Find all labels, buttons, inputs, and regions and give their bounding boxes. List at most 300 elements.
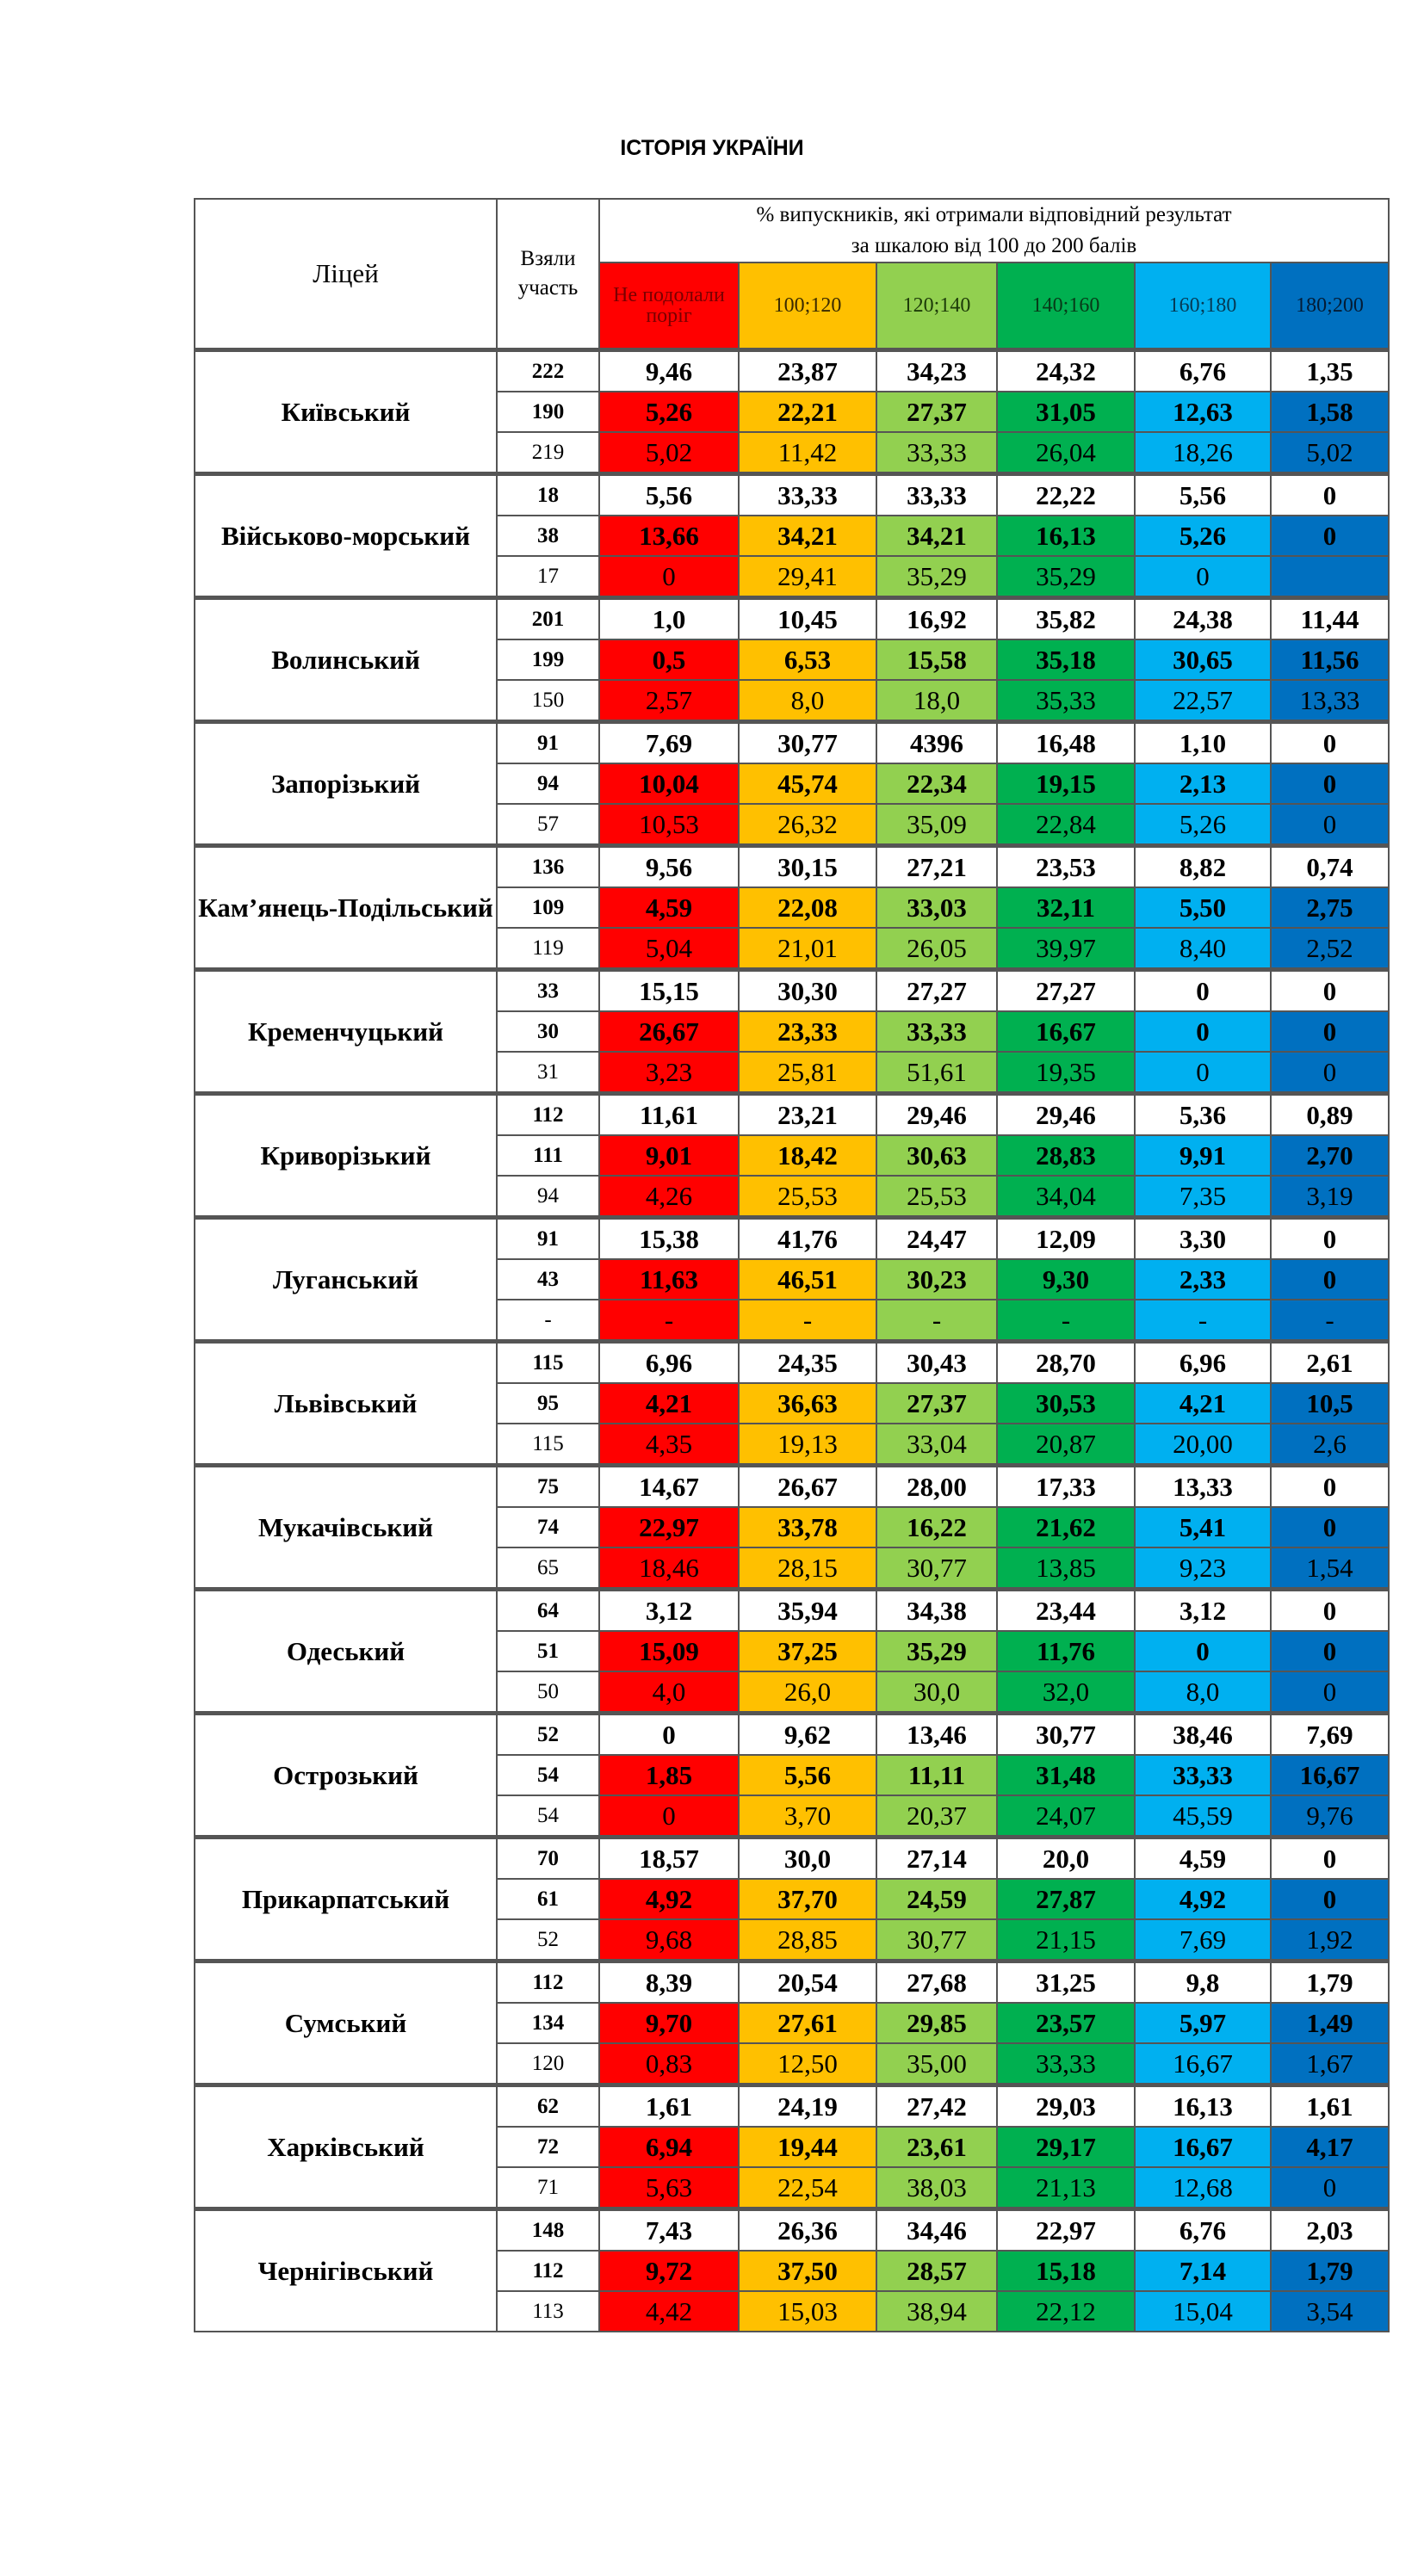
participated-count: 50: [497, 1671, 599, 1714]
percent-cell: 30,53: [997, 1383, 1135, 1424]
participated-count: 95: [497, 1383, 599, 1424]
table-row: [195, 1961, 1389, 2004]
percent-cell: 33,78: [739, 1507, 876, 1547]
percent-cell: 1,67: [1271, 2043, 1389, 2085]
percent-cell: 35,29: [997, 556, 1135, 598]
lyceum-name: Кременчуцький: [195, 970, 497, 1094]
percent-cell: 34,23: [876, 350, 997, 392]
percent-cell: 23,87: [739, 350, 876, 392]
percent-cell: 9,46: [599, 350, 739, 392]
percent-cell: 4,92: [599, 1879, 739, 1919]
percent-cell: 9,01: [599, 1135, 739, 1176]
percent-cell: 3,23: [599, 1052, 739, 1094]
percent-cell: 7,69: [1135, 1919, 1271, 1961]
percent-cell: 29,85: [876, 2003, 997, 2043]
percent-cell: 23,33: [739, 1011, 876, 1052]
percent-cell: 11,63: [599, 1259, 739, 1300]
percent-cell: 9,91: [1135, 1135, 1271, 1176]
percent-cell: 33,33: [997, 2043, 1135, 2085]
percent-cell: 34,46: [876, 2209, 997, 2252]
percent-cell: 0: [1135, 1052, 1271, 1094]
percent-cell: -: [1135, 1300, 1271, 1342]
percent-cell: 2,61: [1271, 1342, 1389, 1384]
participated-count: 30: [497, 1011, 599, 1052]
percent-cell: 0: [1271, 474, 1389, 516]
percent-cell: 5,26: [599, 392, 739, 432]
header-band-160-180: 160;180: [1135, 263, 1271, 350]
percent-cell: 30,30: [739, 970, 876, 1012]
percent-cell: 24,07: [997, 1795, 1135, 1838]
percent-cell: 16,67: [1271, 1755, 1389, 1795]
percent-cell: 27,87: [997, 1879, 1135, 1919]
percent-cell: 27,42: [876, 2085, 997, 2128]
percent-cell: 3,19: [1271, 1176, 1389, 1218]
participated-count: 75: [497, 1466, 599, 1508]
participated-count: 222: [497, 350, 599, 392]
percent-cell: 0: [1271, 1011, 1389, 1052]
percent-cell: 1,61: [599, 2085, 739, 2128]
percent-cell: 6,76: [1135, 350, 1271, 392]
percent-cell: 28,00: [876, 1466, 997, 1508]
participated-count: 94: [497, 1176, 599, 1218]
percent-cell: 1,85: [599, 1755, 739, 1795]
percent-cell: 29,17: [997, 2127, 1135, 2167]
table-row: [195, 722, 1389, 764]
participated-count: 52: [497, 1919, 599, 1961]
percent-cell: 30,63: [876, 1135, 997, 1176]
participated-count: 115: [497, 1424, 599, 1466]
percent-cell: 24,38: [1135, 598, 1271, 640]
percent-cell: 22,22: [997, 474, 1135, 516]
lyceum-name: Харківський: [195, 2085, 497, 2209]
header-band-100-120: 100;120: [739, 263, 876, 350]
percent-cell: 9,70: [599, 2003, 739, 2043]
percent-cell: 45,59: [1135, 1795, 1271, 1838]
percent-cell: 0: [1271, 970, 1389, 1012]
percent-cell: 15,03: [739, 2291, 876, 2332]
participated-count: 38: [497, 516, 599, 556]
percent-cell: 1,49: [1271, 2003, 1389, 2043]
percent-cell: 2,13: [1135, 763, 1271, 804]
participated-count: 120: [497, 2043, 599, 2085]
percent-cell: 8,40: [1135, 928, 1271, 970]
participated-count: 62: [497, 2085, 599, 2128]
percent-cell: 5,04: [599, 928, 739, 970]
percent-cell: 0,83: [599, 2043, 739, 2085]
percent-cell: 12,09: [997, 1218, 1135, 1260]
percent-cell: 0: [1271, 1259, 1389, 1300]
percent-cell: 5,26: [1135, 516, 1271, 556]
percent-cell: 0: [1135, 1011, 1271, 1052]
percent-cell: 16,22: [876, 1507, 997, 1547]
percent-cell: 5,56: [599, 474, 739, 516]
lyceum-name: Чернігівський: [195, 2209, 497, 2332]
percent-cell: 31,25: [997, 1961, 1135, 2004]
percent-cell: 0: [1271, 2167, 1389, 2209]
table-row: [195, 1218, 1389, 1260]
percent-cell: 9,62: [739, 1714, 876, 1756]
percent-cell: 1,54: [1271, 1547, 1389, 1590]
header-participated: Взяли участь: [497, 199, 599, 350]
percent-cell: 1,79: [1271, 1961, 1389, 2004]
table-row: [195, 1838, 1389, 1880]
percent-cell: 6,96: [1135, 1342, 1271, 1384]
table-row: [195, 1342, 1389, 1384]
participated-count: 17: [497, 556, 599, 598]
percent-cell: 2,70: [1271, 1135, 1389, 1176]
percent-cell: 16,13: [997, 516, 1135, 556]
percent-cell: 38,03: [876, 2167, 997, 2209]
percent-cell: 7,35: [1135, 1176, 1271, 1218]
percent-cell: 15,04: [1135, 2291, 1271, 2332]
table-row: [195, 846, 1389, 888]
percent-cell: 19,44: [739, 2127, 876, 2167]
lyceum-name: Сумський: [195, 1961, 497, 2085]
percent-cell: 30,43: [876, 1342, 997, 1384]
table-row: [195, 350, 1389, 392]
participated-count: 134: [497, 2003, 599, 2043]
percent-cell: 32,11: [997, 887, 1135, 928]
percent-cell: 18,46: [599, 1547, 739, 1590]
percent-cell: 27,37: [876, 1383, 997, 1424]
lyceum-name: Луганський: [195, 1218, 497, 1342]
percent-cell: 13,33: [1135, 1466, 1271, 1508]
table-row: [195, 1714, 1389, 1756]
percent-cell: 4,21: [1135, 1383, 1271, 1424]
percent-cell: 9,8: [1135, 1961, 1271, 2004]
percent-cell: 30,77: [876, 1919, 997, 1961]
percent-cell: 3,70: [739, 1795, 876, 1838]
percent-cell: 11,56: [1271, 639, 1389, 680]
percent-cell: 23,53: [997, 846, 1135, 888]
percent-cell: 24,32: [997, 350, 1135, 392]
percent-cell: 11,76: [997, 1631, 1135, 1671]
percent-cell: 9,72: [599, 2251, 739, 2291]
lyceum-name: Військово-морський: [195, 474, 497, 598]
percent-cell: 4,35: [599, 1424, 739, 1466]
percent-cell: 11,44: [1271, 598, 1389, 640]
results-table: [194, 198, 1390, 2332]
participated-count: 74: [497, 1507, 599, 1547]
percent-cell: 19,15: [997, 763, 1135, 804]
percent-cell: 7,69: [1271, 1714, 1389, 1756]
percent-cell: 0,5: [599, 639, 739, 680]
percent-cell: 0: [1135, 970, 1271, 1012]
percent-cell: 1,35: [1271, 350, 1389, 392]
header-percent-caption-line1: % випускників, які отримали відповідний результат: [756, 203, 1232, 226]
percent-cell: 22,34: [876, 763, 997, 804]
percent-cell: 26,36: [739, 2209, 876, 2252]
participated-count: 219: [497, 432, 599, 474]
percent-cell: 2,52: [1271, 928, 1389, 970]
percent-cell: 51,61: [876, 1052, 997, 1094]
participated-count: 190: [497, 392, 599, 432]
percent-cell: 8,82: [1135, 846, 1271, 888]
participated-count: 70: [497, 1838, 599, 1880]
percent-cell: 28,15: [739, 1547, 876, 1590]
participated-count: 71: [497, 2167, 599, 2209]
results-body: [195, 350, 1389, 2332]
percent-cell: 4,21: [599, 1383, 739, 1424]
percent-cell: 33,03: [876, 887, 997, 928]
percent-cell: 16,67: [997, 1011, 1135, 1052]
percent-cell: 19,13: [739, 1424, 876, 1466]
percent-cell: 0: [599, 1795, 739, 1838]
percent-cell: 0: [599, 1714, 739, 1756]
percent-cell: 13,33: [1271, 680, 1389, 722]
percent-cell: -: [997, 1300, 1135, 1342]
participated-count: 54: [497, 1755, 599, 1795]
percent-cell: 30,77: [739, 722, 876, 764]
percent-cell: 6,53: [739, 639, 876, 680]
percent-cell: 20,0: [997, 1838, 1135, 1880]
participated-count: 43: [497, 1259, 599, 1300]
header-band-180-200: 180;200: [1271, 263, 1389, 350]
percent-cell: 29,46: [876, 1094, 997, 1136]
percent-cell: 15,15: [599, 970, 739, 1012]
percent-cell: 4,59: [1135, 1838, 1271, 1880]
percent-cell: 15,38: [599, 1218, 739, 1260]
participated-count: 54: [497, 1795, 599, 1838]
percent-cell: 29,46: [997, 1094, 1135, 1136]
lyceum-name: Острозький: [195, 1714, 497, 1838]
percent-cell: 24,19: [739, 2085, 876, 2128]
table-row: [195, 1466, 1389, 1508]
participated-count: 136: [497, 846, 599, 888]
header-lyceum: Ліцей: [195, 199, 497, 350]
percent-cell: 27,27: [876, 970, 997, 1012]
percent-cell: 22,08: [739, 887, 876, 928]
percent-cell: 29,41: [739, 556, 876, 598]
table-row: [195, 1590, 1389, 1632]
percent-cell: 20,87: [997, 1424, 1135, 1466]
lyceum-name: Київський: [195, 350, 497, 474]
percent-cell: 35,33: [997, 680, 1135, 722]
percent-cell: 8,0: [1135, 1671, 1271, 1714]
percent-cell: -: [1271, 1300, 1389, 1342]
participated-count: 52: [497, 1714, 599, 1756]
percent-cell: 23,21: [739, 1094, 876, 1136]
participated-count: 113: [497, 2291, 599, 2332]
table-row: [195, 598, 1389, 640]
percent-cell: 35,00: [876, 2043, 997, 2085]
percent-cell: 5,63: [599, 2167, 739, 2209]
percent-cell: 2,57: [599, 680, 739, 722]
percent-cell: 21,62: [997, 1507, 1135, 1547]
percent-cell: 26,0: [739, 1671, 876, 1714]
percent-cell: 4,59: [599, 887, 739, 928]
percent-cell: 15,18: [997, 2251, 1135, 2291]
page-title: ІСТОРІЯ УКРАЇНИ: [620, 136, 804, 160]
percent-cell: 0: [1271, 722, 1389, 764]
percent-cell: 5,02: [599, 432, 739, 474]
percent-cell: 33,04: [876, 1424, 997, 1466]
percent-cell: 35,29: [876, 556, 997, 598]
header-percent-caption: [599, 199, 1389, 263]
percent-cell: 7,14: [1135, 2251, 1271, 2291]
percent-cell: 22,12: [997, 2291, 1135, 2332]
percent-cell: 23,61: [876, 2127, 997, 2167]
percent-cell: 21,13: [997, 2167, 1135, 2209]
percent-cell: 0: [1271, 1218, 1389, 1260]
percent-cell: 11,11: [876, 1755, 997, 1795]
percent-cell: 37,50: [739, 2251, 876, 2291]
percent-cell: 6,96: [599, 1342, 739, 1384]
participated-count: 61: [497, 1879, 599, 1919]
percent-cell: 35,82: [997, 598, 1135, 640]
percent-cell: 0: [1271, 1631, 1389, 1671]
percent-cell: 16,92: [876, 598, 997, 640]
percent-cell: 34,38: [876, 1590, 997, 1632]
header-percent-caption-line2: за шкалою від 100 до 200 балів: [851, 234, 1137, 257]
participated-count: 51: [497, 1631, 599, 1671]
percent-cell: 23,57: [997, 2003, 1135, 2043]
participated-count: 91: [497, 722, 599, 764]
percent-cell: 16,48: [997, 722, 1135, 764]
percent-cell: 0: [1271, 516, 1389, 556]
percent-cell: 10,5: [1271, 1383, 1389, 1424]
percent-cell: 22,97: [599, 1507, 739, 1547]
percent-cell: 26,32: [739, 804, 876, 846]
lyceum-name: Кам’янець-Подільський: [195, 846, 497, 970]
percent-cell: 12,50: [739, 2043, 876, 2085]
participated-count: 31: [497, 1052, 599, 1094]
percent-cell: 20,37: [876, 1795, 997, 1838]
percent-cell: 0: [1271, 1590, 1389, 1632]
percent-cell: 13,66: [599, 516, 739, 556]
percent-cell: 6,94: [599, 2127, 739, 2167]
table-row: [195, 2209, 1389, 2252]
percent-cell: 13,85: [997, 1547, 1135, 1590]
percent-cell: 35,18: [997, 639, 1135, 680]
header-band-not-passed: Не подолали поріг: [599, 263, 739, 350]
percent-cell: -: [599, 1300, 739, 1342]
percent-cell: 8,0: [739, 680, 876, 722]
percent-cell: 15,58: [876, 639, 997, 680]
percent-cell: 0: [1271, 1466, 1389, 1508]
lyceum-name: Прикарпатський: [195, 1838, 497, 1961]
table-row: [195, 1094, 1389, 1136]
percent-cell: 21,15: [997, 1919, 1135, 1961]
percent-cell: 28,85: [739, 1919, 876, 1961]
percent-cell: 1,0: [599, 598, 739, 640]
percent-cell: 1,61: [1271, 2085, 1389, 2128]
percent-cell: 26,05: [876, 928, 997, 970]
percent-cell: 4,17: [1271, 2127, 1389, 2167]
percent-cell: 24,59: [876, 1879, 997, 1919]
percent-cell: 0: [1135, 556, 1271, 598]
percent-cell: 17,33: [997, 1466, 1135, 1508]
percent-cell: 1,10: [1135, 722, 1271, 764]
percent-cell: 22,84: [997, 804, 1135, 846]
participated-count: 112: [497, 2251, 599, 2291]
percent-cell: 30,65: [1135, 639, 1271, 680]
percent-cell: 13,46: [876, 1714, 997, 1756]
participated-count: 119: [497, 928, 599, 970]
percent-cell: 0: [1271, 1879, 1389, 1919]
participated-count: 91: [497, 1218, 599, 1260]
percent-cell: 12,68: [1135, 2167, 1271, 2209]
percent-cell: 0: [1271, 1671, 1389, 1714]
percent-cell: 0: [1271, 804, 1389, 846]
percent-cell: 10,53: [599, 804, 739, 846]
percent-cell: 4,26: [599, 1176, 739, 1218]
percent-cell: 0: [1271, 1507, 1389, 1547]
percent-cell: 30,23: [876, 1259, 997, 1300]
percent-cell: 0: [1271, 763, 1389, 804]
percent-cell: 30,77: [997, 1714, 1135, 1756]
percent-cell: 46,51: [739, 1259, 876, 1300]
percent-cell: 27,61: [739, 2003, 876, 2043]
percent-cell: 36,63: [739, 1383, 876, 1424]
percent-cell: 16,13: [1135, 2085, 1271, 2128]
percent-cell: 22,21: [739, 392, 876, 432]
percent-cell: 5,36: [1135, 1094, 1271, 1136]
table-row: [195, 2085, 1389, 2128]
percent-cell: 30,0: [739, 1838, 876, 1880]
table-row: [195, 970, 1389, 1012]
percent-cell: 14,67: [599, 1466, 739, 1508]
percent-cell: 30,15: [739, 846, 876, 888]
percent-cell: 37,70: [739, 1879, 876, 1919]
percent-cell: 8,39: [599, 1961, 739, 2004]
percent-cell: 5,02: [1271, 432, 1389, 474]
percent-cell: 16,67: [1135, 2127, 1271, 2167]
percent-cell: 31,05: [997, 392, 1135, 432]
percent-cell: 2,6: [1271, 1424, 1389, 1466]
participated-count: 150: [497, 680, 599, 722]
header-band-140-160: 140;160: [997, 263, 1135, 350]
percent-cell: 32,0: [997, 1671, 1135, 1714]
percent-cell: 2,75: [1271, 887, 1389, 928]
percent-cell: 26,67: [739, 1466, 876, 1508]
percent-cell: 0: [1135, 1631, 1271, 1671]
percent-cell: [1271, 556, 1389, 598]
percent-cell: 33,33: [876, 474, 997, 516]
percent-cell: 5,50: [1135, 887, 1271, 928]
table-row: [195, 474, 1389, 516]
percent-cell: 45,74: [739, 763, 876, 804]
participated-count: 65: [497, 1547, 599, 1590]
percent-cell: 3,54: [1271, 2291, 1389, 2332]
percent-cell: 7,69: [599, 722, 739, 764]
percent-cell: 25,81: [739, 1052, 876, 1094]
percent-cell: 34,21: [739, 516, 876, 556]
percent-cell: 3,12: [599, 1590, 739, 1632]
percent-cell: 26,04: [997, 432, 1135, 474]
percent-cell: 30,77: [876, 1547, 997, 1590]
participated-count: 112: [497, 1961, 599, 2004]
lyceum-name: Криворізький: [195, 1094, 497, 1218]
percent-cell: 0,89: [1271, 1094, 1389, 1136]
percent-cell: 16,67: [1135, 2043, 1271, 2085]
percent-cell: 10,04: [599, 763, 739, 804]
participated-count: 109: [497, 887, 599, 928]
percent-cell: 35,94: [739, 1590, 876, 1632]
participated-count: -: [497, 1300, 599, 1342]
percent-cell: 28,83: [997, 1135, 1135, 1176]
percent-cell: 37,25: [739, 1631, 876, 1671]
percent-cell: 9,56: [599, 846, 739, 888]
participated-count: 111: [497, 1135, 599, 1176]
percent-cell: 0: [1271, 1838, 1389, 1880]
percent-cell: 15,09: [599, 1631, 739, 1671]
percent-cell: 3,30: [1135, 1218, 1271, 1260]
percent-cell: 4396: [876, 722, 997, 764]
percent-cell: 5,97: [1135, 2003, 1271, 2043]
percent-cell: 33,33: [739, 474, 876, 516]
percent-cell: 38,94: [876, 2291, 997, 2332]
